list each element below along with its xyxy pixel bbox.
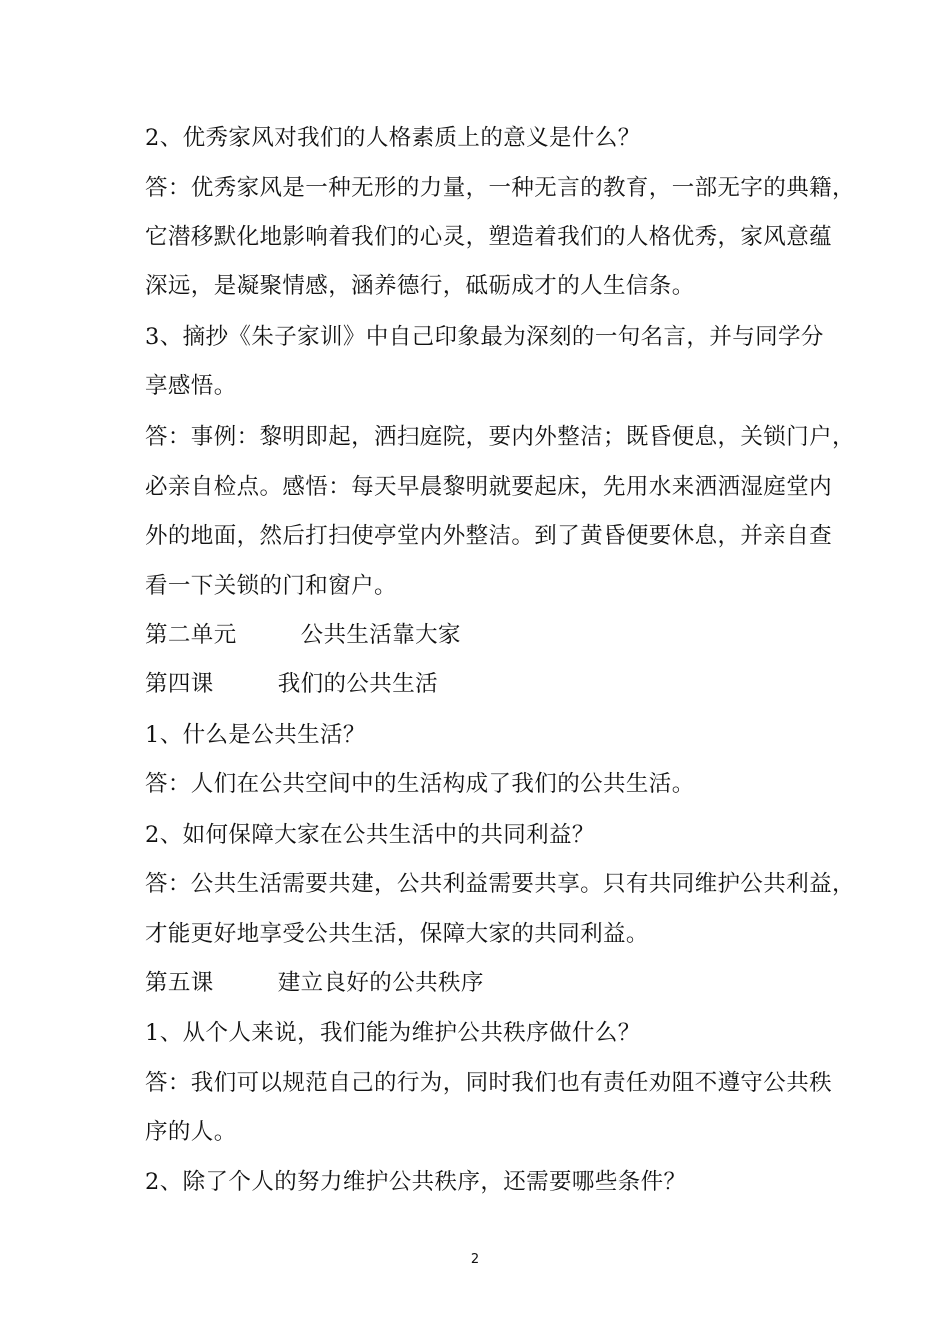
lesson-title: 建立良好的公共秩序 — [277, 970, 484, 996]
lesson-title: 我们的公共生活 — [277, 671, 439, 697]
answer-line: 答：人们在公共空间中的生活构成了我们的公共生活。 — [145, 771, 695, 797]
answer-line: 深远，是凝聚情感，涵养德行，砥砺成才的人生信条。 — [145, 273, 695, 299]
question-line: 1、什么是公共生活？ — [145, 722, 366, 748]
answer-line: 必亲自检点。感悟：每天早晨黎明就要起床，先用水来洒洒湿庭堂内 — [145, 474, 833, 500]
answer-line: 外的地面，然后打扫使亭堂内外整洁。到了黄昏便要休息，并亲自查 — [145, 523, 833, 549]
question-2-family-style: 2、优秀家风对我们的人格素质上的意义是什么？ — [145, 125, 641, 151]
page-number: 2 — [470, 1252, 480, 1267]
answer-line: 答：事例：黎明即起，洒扫庭院，要内外整洁；既昏便息，关锁门户， — [145, 424, 855, 450]
answer-line: 它潜移默化地影响着我们的心灵，塑造着我们的人格优秀，家风意蕴 — [145, 224, 833, 250]
lesson-label: 第四课 — [145, 671, 214, 697]
unit-title: 公共生活靠大家 — [300, 622, 461, 648]
answer-line: 答：公共生活需要共建，公共利益需要共享。只有共同维护公共利益， — [145, 871, 855, 897]
lesson-4-heading — [145, 669, 815, 699]
unit-heading — [145, 620, 815, 650]
lesson-label: 第五课 — [145, 970, 214, 996]
answer-line: 答：优秀家风是一种无形的力量，一种无言的教育，一部无字的典籍， — [145, 175, 855, 201]
question-line: 2、除了个人的努力维护公共秩序，还需要哪些条件？ — [145, 1169, 687, 1195]
question-line: 2、如何保障大家在公共生活中的共同利益？ — [145, 822, 595, 848]
question-3-zhuzi: 3、摘抄《朱子家训》中自己印象最为深刻的一句名言，并与同学分 — [145, 324, 824, 350]
lesson-5-heading — [145, 968, 815, 998]
answer-line: 才能更好地享受公共生活，保障大家的共同利益。 — [145, 921, 649, 947]
answer-line: 序的人。 — [145, 1119, 237, 1145]
question-line: 1、从个人来说，我们能为维护公共秩序做什么？ — [145, 1020, 641, 1046]
question-line: 享感悟。 — [145, 373, 237, 399]
unit-label: 第二单元 — [145, 622, 237, 648]
answer-line: 答：我们可以规范自己的行为，同时我们也有责任劝阻不遵守公共秩 — [145, 1070, 833, 1096]
answer-line: 看一下关锁的门和窗户。 — [145, 573, 397, 599]
